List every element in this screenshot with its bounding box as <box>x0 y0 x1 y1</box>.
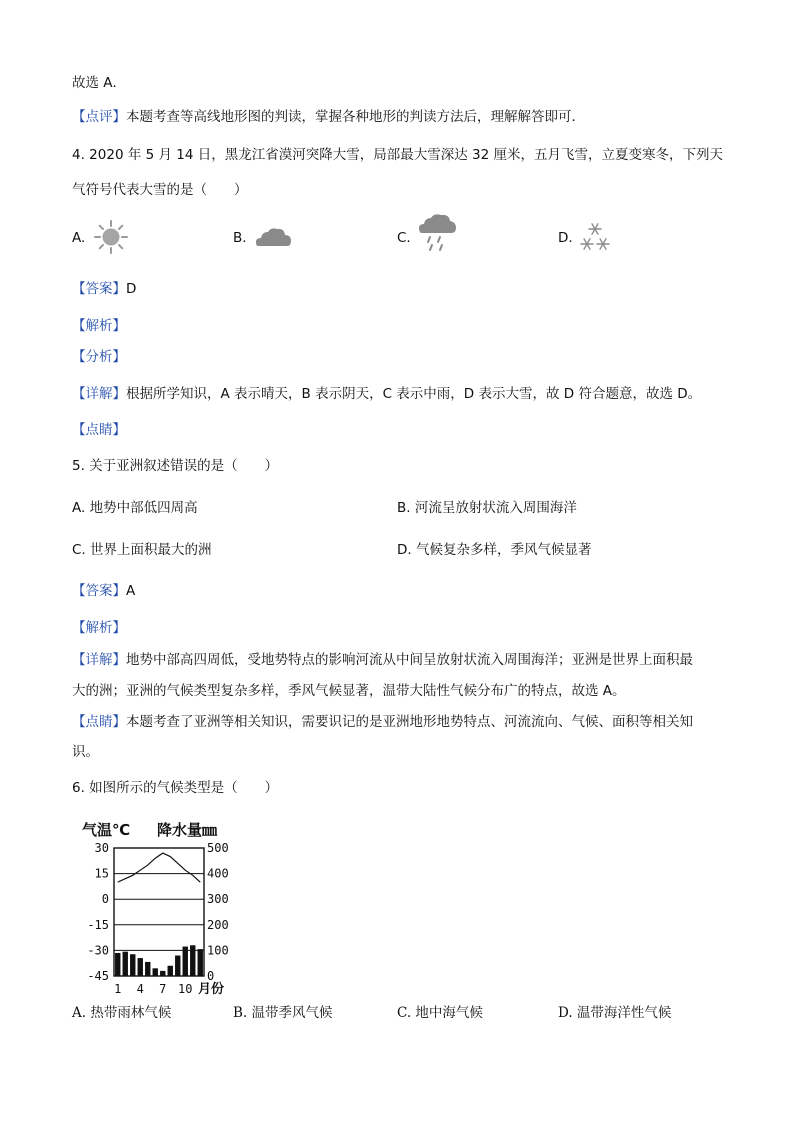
chart-right-tick: 400 <box>207 866 229 881</box>
chart-precip-bar <box>153 968 158 976</box>
chart-precip-bar <box>160 971 165 976</box>
chart-left-tick: 15 <box>94 866 109 881</box>
chart-precip-bar <box>175 956 180 976</box>
chart-precip-bar <box>168 966 173 976</box>
q5-detail-line-2: 大的洲；亚洲的气候类型复杂多样，季风气候显著，温带大陆性气候分布广的特点，故选 A。 <box>72 683 626 699</box>
q5-analysis-heading: 【解析】 <box>72 620 126 636</box>
chart-right-tick: 200 <box>207 917 229 932</box>
previous-answer-line: 故选 A． <box>72 75 127 91</box>
chart-temperature-line <box>118 853 201 882</box>
chart-x-label: 月份 <box>198 982 225 997</box>
q6-option-a: A. 热带雨林气候 <box>72 1005 172 1021</box>
chart-x-tick: 4 <box>136 982 144 996</box>
q6-option-b: B. 温带季风气候 <box>233 1005 333 1021</box>
chart-x-tick: 10 <box>178 982 193 996</box>
q6-option-c: C. 地中海气候 <box>397 1005 483 1021</box>
chart-left-tick: -30 <box>87 943 109 958</box>
q4-option-a-label: A. <box>72 230 86 246</box>
q5-detail-line-1: 【详解】地势中部高四周低，受地势特点的影响河流从中间呈放射状流入周围海洋；亚洲是世界上面积最 <box>72 652 693 668</box>
chart-precip-bar <box>183 947 188 976</box>
chart-gridlines <box>114 874 204 951</box>
q5-option-c: C. 世界上面积最大的洲 <box>72 542 212 558</box>
chart-left-axis <box>87 841 109 983</box>
q4-analysis-heading: 【解析】 <box>72 318 126 334</box>
chart-precip-bar <box>145 962 150 976</box>
overcast-icon <box>254 224 294 250</box>
q4-option-b-label: B. <box>233 230 247 246</box>
q5-option-b: B. 河流呈放射状流入周围海洋 <box>397 500 577 516</box>
chart-left-tick: 0 <box>101 892 109 907</box>
chart-precip-bar <box>190 945 195 976</box>
q4-dianjing-heading: 【点睛】 <box>72 422 126 438</box>
q4-detail-line: 【详解】根据所学知识，A 表示晴天，B 表示阴天，C 表示中雨，D 表示大雪，故 D 符合题意，故选 D。 <box>72 386 702 402</box>
q5-dianjing-line-1: 【点睛】本题考查了亚洲等相关知识，需要识记的是亚洲地形地势特点、河流流向、气候、面积等相关知 <box>72 714 693 730</box>
chart-precip-bar <box>123 952 128 976</box>
q5-option-a: A. 地势中部低四周高 <box>72 500 198 516</box>
chart-right-axis <box>207 841 229 983</box>
q4-option-d-label: D. <box>558 230 573 246</box>
q4-stem-line-1: 4. 2020 年 5 月 14 日，黑龙江省漠河突降大雪，局部最大雪深达 32 厘米，五月飞雪，立夏变寒冬，下列天 <box>72 147 724 163</box>
q6-stem: 6. 如图所示的气候类型是（ ） <box>72 780 279 796</box>
chart-precip-bar <box>138 958 143 976</box>
q4-fenxi-heading: 【分析】 <box>72 349 126 365</box>
chart-right-tick: 300 <box>207 892 229 907</box>
q5-option-d: D. 气候复杂多样，季风气候显著 <box>397 542 592 558</box>
chart-precip-bar <box>198 949 203 976</box>
q6-option-d: D. 温带海洋性气候 <box>558 1005 672 1021</box>
chart-x-axis <box>114 982 192 996</box>
chart-temp-title: 气温℃ <box>82 821 131 839</box>
chart-precip-bar <box>115 953 120 976</box>
chart-x-tick: 7 <box>159 982 167 996</box>
q4-answer-line: 【答案】D <box>72 281 137 297</box>
q4-option-c-label: C. <box>397 230 411 246</box>
chart-right-tick: 500 <box>207 841 229 855</box>
q5-stem: 5. 关于亚洲叙述错误的是（ ） <box>72 458 279 474</box>
chart-right-tick: 100 <box>207 943 229 958</box>
chart-precip-title: 降水量㎜ <box>157 821 218 839</box>
chart-precip-bar <box>130 954 135 976</box>
q5-dianjing-line-2: 识。 <box>72 744 99 760</box>
chart-x-tick: 1 <box>114 982 122 996</box>
sunny-icon <box>93 219 129 255</box>
chart-right-tick: 0 <box>207 969 215 983</box>
moderate-rain-icon <box>418 213 458 253</box>
q4-stem-line-2: 气符号代表大雪的是（ ） <box>72 182 248 198</box>
heavy-snow-icon <box>578 220 612 254</box>
comment-line: 【点评】本题考查等高线地形图的判读，掌握各种地形的判读方法后，理解解答即可． <box>72 109 585 125</box>
climate-chart <box>72 815 272 1000</box>
chart-precip-bars <box>115 945 203 976</box>
chart-left-tick: -45 <box>87 969 109 983</box>
chart-left-tick: -15 <box>87 917 109 932</box>
q5-answer-line: 【答案】A <box>72 583 136 599</box>
chart-left-tick: 30 <box>94 841 109 855</box>
